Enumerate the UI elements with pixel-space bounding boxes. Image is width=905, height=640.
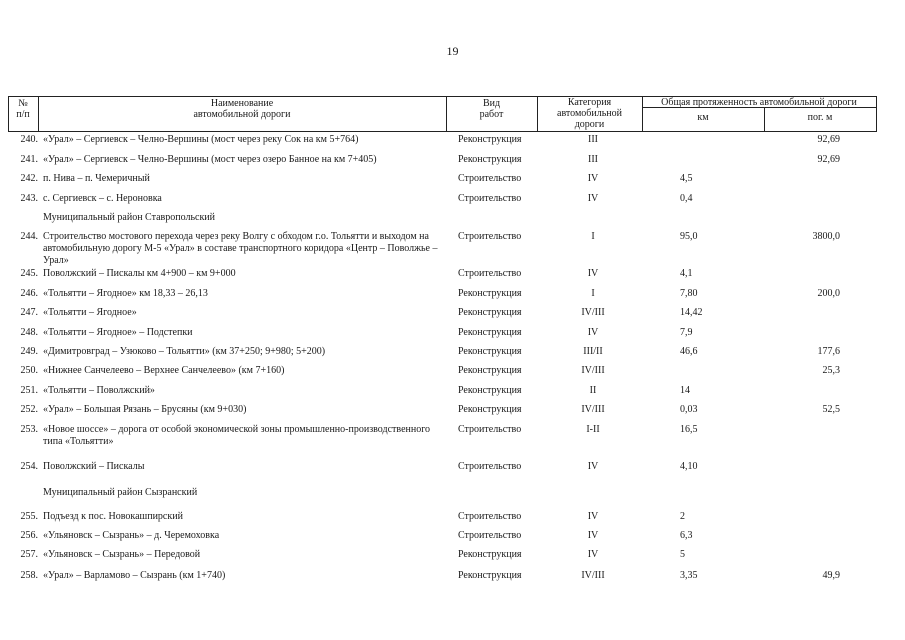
row-length-m: 3800,0: [812, 231, 840, 242]
row-road-name: «Новое шоссе» – дорога от особой экономической зоны промышленно-производственного типа «Тольятти»: [43, 424, 431, 447]
row-length-m: 177,6: [817, 346, 840, 357]
row-category: IV: [587, 461, 599, 472]
row-work-type: Строительство: [458, 268, 522, 279]
row-road-name: «Урал» – Большая Рязань – Брусяны (км 9+030): [43, 404, 247, 415]
row-category: IV/III: [581, 307, 605, 318]
row-length-m: 52,5: [822, 404, 840, 415]
row-work-type: Строительство: [458, 424, 522, 435]
row-work-type: Строительство: [458, 511, 522, 522]
row-road-name: п. Нива – п. Чемеричный: [43, 173, 150, 184]
row-number: 244.: [20, 231, 38, 242]
row-number: 258.: [20, 570, 38, 581]
row-length-m: 49,9: [822, 570, 840, 581]
page-number: 19: [446, 44, 459, 58]
row-road-name: «Димитровград – Узюково – Тольятти» (км 37+250; 9+980; 5+200): [43, 346, 326, 357]
header-cat: Категория автомобильной дороги: [557, 97, 622, 130]
row-work-type: Реконструкция: [458, 288, 522, 299]
row-road-name: «Ульяновск – Сызрань» – д. Черемоховка: [43, 530, 220, 541]
row-work-type: Строительство: [458, 461, 522, 472]
row-length-km: 0,4: [680, 193, 693, 204]
row-number: 247.: [20, 307, 38, 318]
row-number: 253.: [20, 424, 38, 435]
row-road-name: «Урал» – Сергиевск – Челно-Вершины (мост через озеро Банное на км 7+405): [43, 154, 377, 165]
row-length-km: 7,80: [680, 288, 698, 299]
row-category: II: [589, 385, 597, 396]
row-road-name: «Тольятти – Ягодное» – Подстепки: [43, 327, 193, 338]
row-road-name: «Ульяновск – Сызрань» – Передовой: [43, 549, 201, 560]
row-length-km: 4,5: [680, 173, 693, 184]
row-number: 256.: [20, 530, 38, 541]
row-length-km: 16,5: [680, 424, 698, 435]
row-length-km: 4,1: [680, 268, 693, 279]
row-category: IV: [587, 193, 599, 204]
row-road-name: «Тольятти – Ягодное»: [43, 307, 137, 318]
row-work-type: Реконструкция: [458, 549, 522, 560]
header-total: Общая протяженность автомобильной дороги: [661, 97, 857, 108]
row-road-name: «Тольятти – Поволжский»: [43, 385, 155, 396]
row-category: IV: [587, 268, 599, 279]
header-divider: [876, 96, 877, 132]
row-road-name: «Тольятти – Ягодное» км 18,33 – 26,13: [43, 288, 208, 299]
row-category: IV/III: [581, 365, 605, 376]
row-work-type: Реконструкция: [458, 385, 522, 396]
row-work-type: Реконструкция: [458, 134, 522, 145]
row-number: 248.: [20, 327, 38, 338]
row-number: 243.: [20, 193, 38, 204]
row-length-m: 200,0: [817, 288, 840, 299]
district-heading: Муниципальный район Ставропольский: [43, 212, 216, 223]
row-length-km: 6,3: [680, 530, 693, 541]
row-number: 251.: [20, 385, 38, 396]
row-number: 254.: [20, 461, 38, 472]
row-length-m: 25,3: [822, 365, 840, 376]
row-length-km: 3,35: [680, 570, 698, 581]
row-length-km: 2: [680, 511, 685, 522]
row-number: 245.: [20, 268, 38, 279]
row-category: I: [591, 288, 595, 299]
row-number: 242.: [20, 173, 38, 184]
header-vid: Вид работ: [479, 98, 504, 120]
row-number: 249.: [20, 346, 38, 357]
header-km: км: [697, 112, 709, 123]
row-number: 246.: [20, 288, 38, 299]
row-road-name: с. Сергиевск – с. Нероновка: [43, 193, 162, 204]
row-length-km: 14,42: [680, 307, 703, 318]
row-road-name: «Нижнее Санчелеево – Верхнее Санчелеево» (км 7+160): [43, 365, 285, 376]
row-work-type: Строительство: [458, 231, 522, 242]
row-category: IV: [587, 511, 599, 522]
row-work-type: Реконструкция: [458, 327, 522, 338]
district-heading: Муниципальный район Сызранский: [43, 487, 198, 498]
row-number: 255.: [20, 511, 38, 522]
row-work-type: Реконструкция: [458, 570, 522, 581]
header-name: Наименование автомобильной дороги: [193, 98, 291, 120]
row-work-type: Реконструкция: [458, 365, 522, 376]
row-category: IV: [587, 173, 599, 184]
row-category: III: [588, 154, 598, 165]
row-road-name: Строительство мостового перехода через реку Волгу с обходом г.о. Тольятти и выходом на автомобильную дорогу М-5 «Урал» в составе транспортного коридора «Центр – Поволжье – Урал»: [43, 231, 438, 266]
row-number: 250.: [20, 365, 38, 376]
row-work-type: Реконструкция: [458, 154, 522, 165]
row-length-m: 92,69: [817, 154, 840, 165]
row-work-type: Строительство: [458, 173, 522, 184]
row-number: 240.: [20, 134, 38, 145]
row-length-km: 4,10: [680, 461, 698, 472]
row-work-type: Строительство: [458, 530, 522, 541]
row-length-m: 92,69: [817, 134, 840, 145]
row-category: IV: [587, 530, 599, 541]
row-category: IV/III: [581, 404, 605, 415]
row-road-name: «Урал» – Варламово – Сызрань (км 1+740): [43, 570, 226, 581]
row-work-type: Реконструкция: [458, 307, 522, 318]
row-category: I-II: [586, 424, 600, 435]
row-work-type: Реконструкция: [458, 346, 522, 357]
row-road-name: Поволжский – Пискалы: [43, 461, 145, 472]
row-category: I: [591, 231, 595, 242]
row-length-km: 7,9: [680, 327, 693, 338]
row-work-type: Реконструкция: [458, 404, 522, 415]
header-bottom-line: [8, 131, 876, 132]
row-category: IV: [587, 549, 599, 560]
row-category: IV: [587, 327, 599, 338]
row-length-km: 46,6: [680, 346, 698, 357]
row-number: 257.: [20, 549, 38, 560]
row-category: III: [588, 134, 598, 145]
row-category: IV/III: [581, 570, 605, 581]
row-number: 241.: [20, 154, 38, 165]
row-road-name: «Урал» – Сергиевск – Челно-Вершины (мост через реку Сок на км 5+764): [43, 134, 359, 145]
row-length-km: 0,03: [680, 404, 698, 415]
row-road-name: Поволжский – Пискалы км 4+900 – км 9+000: [43, 268, 236, 279]
header-pog: пог. м: [807, 112, 833, 123]
row-category: III/II: [583, 346, 603, 357]
row-length-km: 95,0: [680, 231, 698, 242]
row-number: 252.: [20, 404, 38, 415]
header-num: № п/п: [16, 98, 30, 120]
row-road-name: Подъезд к пос. Новокашпирский: [43, 511, 183, 522]
row-work-type: Строительство: [458, 193, 522, 204]
row-length-km: 5: [680, 549, 685, 560]
row-length-km: 14: [680, 385, 690, 396]
